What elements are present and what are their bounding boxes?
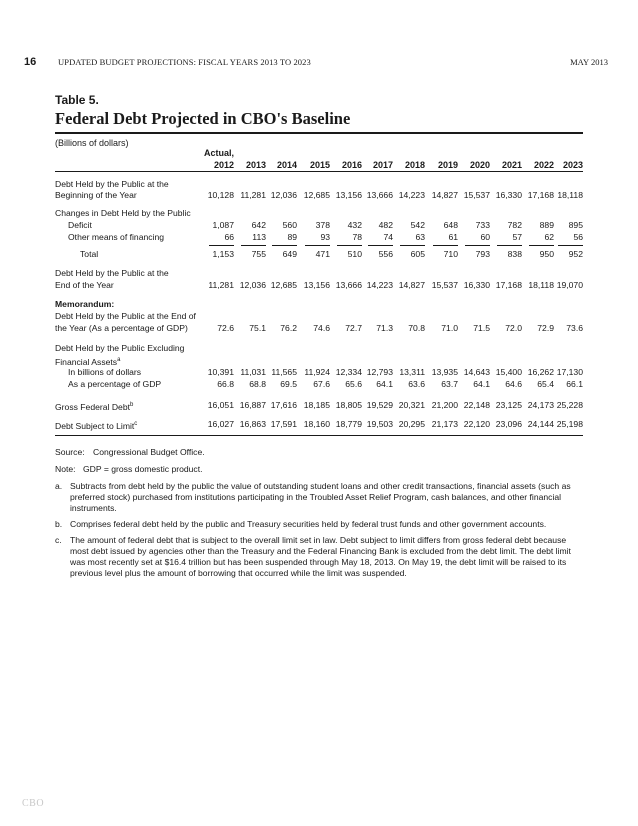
note-source: Source: Congressional Budget Office.: [55, 447, 205, 457]
other-financing-value: 61: [448, 232, 458, 242]
beginning-debt-value: 18,118: [557, 190, 583, 200]
total-change-value: 793: [475, 249, 490, 259]
excl-billions-value: 12,334: [335, 367, 362, 377]
end-debt-value: 17,168: [495, 280, 522, 290]
debt-limit-value: 18,160: [303, 419, 330, 429]
total-change-value: 471: [315, 249, 330, 259]
debt-limit-value: 17,591: [270, 419, 297, 429]
beginning-debt-value: 14,223: [398, 190, 425, 200]
beginning-debt-value: 13,156: [335, 190, 362, 200]
excl-billions-value: 10,391: [207, 367, 234, 377]
other-financing-value: 74: [383, 232, 393, 242]
other-financing-value: 113: [252, 232, 266, 242]
deficit-value: 642: [251, 220, 266, 230]
other-financing-value: 62: [544, 232, 554, 242]
row-label: End of the Year: [55, 280, 114, 290]
end-debt-value: 14,827: [398, 280, 425, 290]
debt-limit-value: 19,503: [366, 419, 393, 429]
note-c: c. The amount of federal debt that is subject to the overall limit set in law. Debt subject to limit differs from gross federal debt because most debt issued by agencies other than the Treasury and the Federal Financing Bank is excluded from the debt limit. The debt limit was most recently set at $16.4 trillion but has been suspended through May 18, 2013. On May 19, the debt limit will be raised to its previous level plus the amount of borrowing that occurred while the limit was suspended.: [55, 535, 571, 578]
excl-billions-value: 13,935: [431, 367, 458, 377]
table-label: Table 5.: [55, 93, 99, 107]
sum-rule: [272, 245, 297, 246]
deficit-value: 889: [539, 220, 554, 230]
note-b: b. Comprises federal debt held by the public and Treasury securities held by federal trust funds and other government accounts.: [55, 519, 547, 529]
column-header-year: 2013: [245, 160, 266, 170]
debt-pct-gdp-value: 74.6: [313, 323, 330, 333]
excl-pct-value: 64.1: [376, 379, 393, 389]
excl-pct-value: 64.6: [505, 379, 522, 389]
header-rule: [55, 171, 583, 172]
gross-debt-value: 25,228: [556, 400, 583, 410]
row-label: Debt Held by the Public at the End of: [55, 311, 196, 321]
row-label: Deficit: [68, 220, 92, 230]
excl-pct-value: 65.4: [537, 379, 554, 389]
column-header-year: 2018: [404, 160, 425, 170]
excl-pct-value: 68.8: [249, 379, 266, 389]
total-change-value: 510: [347, 249, 362, 259]
total-change-value: 950: [539, 249, 554, 259]
gross-debt-value: 18,185: [303, 400, 330, 410]
debt-pct-gdp-value: 75.1: [249, 323, 266, 333]
running-title: UPDATED BUDGET PROJECTIONS: FISCAL YEARS 2013 TO 2023: [58, 57, 311, 67]
end-debt-value: 12,036: [239, 280, 266, 290]
debt-pct-gdp-value: 72.0: [505, 323, 522, 333]
deficit-value: 895: [568, 220, 583, 230]
excl-billions-value: 14,643: [463, 367, 490, 377]
column-header-year: 2023: [562, 160, 583, 170]
row-label: Debt Held by the Public at the: [55, 179, 169, 189]
excl-billions-value: 13,311: [399, 367, 425, 377]
excl-billions-value: 11,031: [240, 367, 266, 377]
table-units: (Billions of dollars): [55, 138, 129, 148]
debt-pct-gdp-value: 73.6: [566, 323, 583, 333]
row-label: Debt Held by the Public Excluding: [55, 343, 185, 353]
gross-debt-value: 24,173: [527, 400, 554, 410]
end-debt-value: 13,156: [303, 280, 330, 290]
debt-limit-value: 16,863: [239, 419, 266, 429]
debt-pct-gdp-value: 76.2: [280, 323, 297, 333]
sum-rule: [497, 245, 522, 246]
gross-debt-value: 17,616: [270, 400, 297, 410]
gross-debt-value: 16,051: [207, 400, 234, 410]
beginning-debt-value: 16,330: [495, 190, 522, 200]
excl-pct-value: 63.7: [441, 379, 458, 389]
total-change-value: 838: [507, 249, 522, 259]
other-financing-value: 57: [512, 232, 522, 242]
end-debt-value: 11,281: [208, 280, 234, 290]
deficit-value: 432: [347, 220, 362, 230]
table-bottom-rule: [55, 435, 583, 436]
total-change-value: 710: [443, 249, 458, 259]
excl-pct-value: 66.8: [217, 379, 234, 389]
sum-rule: [433, 245, 458, 246]
end-debt-value: 19,070: [556, 280, 583, 290]
total-change-value: 755: [251, 249, 266, 259]
excl-billions-value: 15,400: [495, 367, 522, 377]
deficit-value: 733: [475, 220, 490, 230]
total-change-value: 556: [378, 249, 393, 259]
excl-pct-value: 64.1: [473, 379, 490, 389]
total-change-value: 1,153: [212, 249, 234, 259]
row-label: Total: [80, 249, 99, 259]
note-gdp: Note: GDP = gross domestic product.: [55, 464, 203, 474]
end-debt-value: 14,223: [366, 280, 393, 290]
debt-limit-value: 16,027: [207, 419, 234, 429]
beginning-debt-value: 10,128: [207, 190, 234, 200]
deficit-value: 482: [378, 220, 393, 230]
debt-pct-gdp-value: 72.7: [345, 323, 362, 333]
row-label: Gross Federal Debt$^b$: [55, 401, 134, 412]
deficit-value: 378: [315, 220, 330, 230]
sum-rule: [368, 245, 393, 246]
sum-rule: [529, 245, 554, 246]
total-change-value: 649: [282, 249, 297, 259]
footnote-marker: b: [130, 402, 134, 408]
sum-rule: [465, 245, 490, 246]
row-label: As a percentage of GDP: [68, 379, 162, 389]
beginning-debt-value: 13,666: [366, 190, 393, 200]
gross-debt-value: 18,805: [335, 400, 362, 410]
total-change-value: 605: [410, 249, 425, 259]
excl-billions-value: 11,565: [271, 367, 297, 377]
excl-pct-value: 63.6: [408, 379, 425, 389]
column-header-year: 2015: [309, 160, 330, 170]
deficit-value: 1,087: [212, 220, 234, 230]
other-financing-value: 56: [573, 232, 583, 242]
end-debt-value: 18,118: [528, 280, 554, 290]
deficit-value: 648: [443, 220, 458, 230]
sum-rule: [337, 245, 362, 246]
debt-limit-value: 25,198: [556, 419, 583, 429]
row-label: Changes in Debt Held by the Public: [55, 208, 191, 218]
total-change-value: 952: [568, 249, 583, 259]
running-header: [24, 56, 608, 70]
sum-rule: [558, 245, 583, 246]
excl-pct-value: 69.5: [280, 379, 297, 389]
row-label: Financial Assets$^a$: [55, 356, 121, 367]
row-label: Memorandum:: [55, 299, 115, 309]
end-debt-value: 13,666: [335, 280, 362, 290]
debt-limit-value: 24,144: [527, 419, 554, 429]
sum-rule: [241, 245, 266, 246]
debt-pct-gdp-value: 71.5: [473, 323, 490, 333]
gross-debt-value: 16,887: [239, 400, 266, 410]
debt-pct-gdp-value: 71.3: [376, 323, 393, 333]
end-debt-value: 16,330: [463, 280, 490, 290]
other-financing-value: 60: [480, 232, 490, 242]
other-financing-value: 63: [415, 232, 425, 242]
footnote-marker: c: [134, 421, 138, 427]
note-a: a. Subtracts from debt held by the public the value of outstanding student loans and other credit transactions, financial assets (such as preferred stock) purchased from institutions participating in the Troubled Asset Relief Program, cash balances, and other financial instruments.: [55, 481, 571, 513]
footnote-marker: a: [117, 357, 121, 363]
beginning-debt-value: 15,537: [463, 190, 490, 200]
page-number: 16: [24, 56, 37, 68]
debt-pct-gdp-value: 72.6: [217, 323, 234, 333]
beginning-debt-value: 17,168: [527, 190, 554, 200]
column-header-year: 2014: [276, 160, 297, 170]
debt-pct-gdp-value: 72.9: [537, 323, 554, 333]
debt-limit-value: 22,120: [463, 419, 490, 429]
excl-billions-value: 11,924: [304, 367, 330, 377]
title-rule: [55, 132, 583, 134]
excl-pct-value: 66.1: [566, 379, 583, 389]
other-financing-value: 89: [287, 232, 297, 242]
gross-debt-value: 23,125: [495, 400, 522, 410]
other-financing-value: 93: [320, 232, 330, 242]
row-label: Debt Subject to Limit$^c$: [55, 420, 138, 431]
excl-billions-value: 12,793: [366, 367, 393, 377]
row-label: Debt Held by the Public at the: [55, 268, 169, 278]
column-header-year: 2020: [469, 160, 490, 170]
column-header-year: 2017: [372, 160, 393, 170]
sum-rule: [209, 245, 234, 246]
deficit-value: 782: [507, 220, 522, 230]
debt-limit-value: 23,096: [495, 419, 522, 429]
beginning-debt-value: 12,036: [270, 190, 297, 200]
gross-debt-value: 22,148: [463, 400, 490, 410]
end-debt-value: 12,685: [270, 280, 297, 290]
gross-debt-value: 21,200: [431, 400, 458, 410]
column-header-year: 2016: [341, 160, 362, 170]
row-label: Other means of financing: [68, 232, 165, 242]
column-header-year: 2022: [533, 160, 554, 170]
excl-billions-value: 16,262: [527, 367, 554, 377]
beginning-debt-value: 14,827: [431, 190, 458, 200]
beginning-debt-value: 12,685: [303, 190, 330, 200]
debt-limit-value: 18,779: [335, 419, 362, 429]
row-label: In billions of dollars: [68, 367, 142, 377]
excl-pct-value: 65.6: [345, 379, 362, 389]
row-label: Beginning of the Year: [55, 190, 137, 200]
excl-billions-value: 17,130: [556, 367, 583, 377]
table-title: Federal Debt Projected in CBO's Baseline: [55, 109, 351, 128]
header-date: MAY 2013: [570, 57, 608, 67]
deficit-value: 542: [410, 220, 425, 230]
debt-pct-gdp-value: 70.8: [408, 323, 425, 333]
debt-limit-value: 21,173: [431, 419, 458, 429]
excl-pct-value: 67.6: [313, 379, 330, 389]
other-financing-value: 66: [224, 232, 234, 242]
column-header-actual-top: Actual,: [203, 148, 234, 158]
column-header-year: 2021: [501, 160, 522, 170]
sum-rule: [400, 245, 425, 246]
column-header-year: 2019: [437, 160, 458, 170]
column-header-year: 2012: [213, 160, 234, 170]
row-label: the Year (As a percentage of GDP): [55, 323, 188, 333]
gross-debt-value: 20,321: [398, 400, 425, 410]
deficit-value: 560: [282, 220, 297, 230]
sum-rule: [305, 245, 330, 246]
beginning-debt-value: 11,281: [240, 190, 266, 200]
end-debt-value: 15,537: [431, 280, 458, 290]
debt-pct-gdp-value: 71.0: [441, 323, 458, 333]
other-financing-value: 78: [352, 232, 362, 242]
gross-debt-value: 19,529: [366, 400, 393, 410]
debt-limit-value: 20,295: [398, 419, 425, 429]
cbo-watermark: CBO: [22, 798, 45, 809]
